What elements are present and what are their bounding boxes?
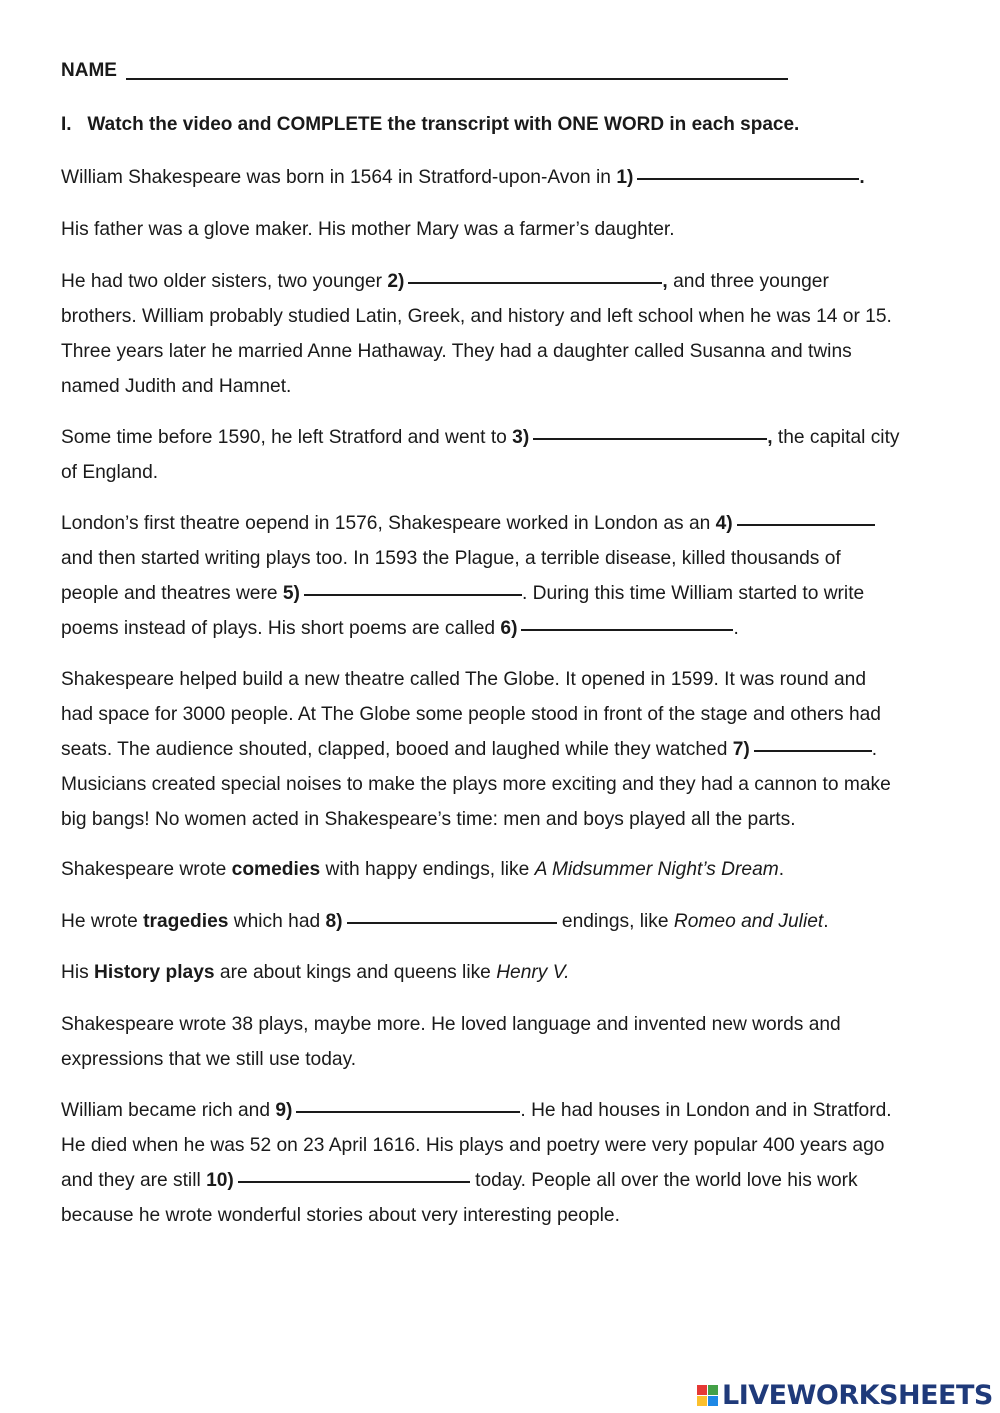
blank-5[interactable] — [304, 576, 522, 596]
p5-line-3-b: . During this time William started to write — [521, 583, 865, 604]
answer-input-8[interactable] — [347, 914, 557, 932]
p6-line-1: Shakespeare helped build a new theatre called The Globe. It opened in 1599. It was round and — [61, 669, 867, 690]
p9-bold-history: History plays — [94, 962, 215, 983]
p3-line-2: brothers. William probably studied Latin, Greek, and history and left school when he was 14 or 15. — [61, 306, 892, 327]
p5-line-3-a: people and theatres were — [61, 583, 283, 604]
p11-line-3-a: and they are still — [61, 1170, 207, 1191]
blank-number-8: 8) — [325, 911, 343, 932]
p1-text: William Shakespeare was born in 1564 in Stratford-upon-Avon in — [61, 167, 617, 188]
logo-square-green — [708, 1385, 718, 1395]
answer-input-3[interactable] — [533, 430, 767, 448]
p2-text: His father was a glove maker. His mother Mary was a farmer’s daughter. — [61, 219, 675, 240]
answer-input-1[interactable] — [637, 170, 859, 188]
p5-line-4-a: poems instead of plays. His short poems are called — [61, 618, 501, 639]
name-label: NAME — [61, 60, 117, 81]
p11-line-3-b: today. People all over the world love his work — [469, 1170, 858, 1191]
paragraph-2 — [61, 212, 941, 247]
logo-square-blue — [708, 1396, 718, 1406]
blank-2[interactable] — [408, 264, 662, 284]
logo-square-yellow — [697, 1396, 707, 1406]
blank-number-4: 4) — [715, 513, 733, 534]
p6-line-3-end: . — [871, 739, 878, 760]
p8-end: . — [823, 911, 829, 932]
blank-number-9: 9) — [275, 1100, 293, 1121]
paragraph-1 — [61, 160, 941, 195]
name-input-blank[interactable] — [126, 60, 788, 80]
logo-text: LIVEWORKSHEETS — [722, 1379, 993, 1411]
paragraph-9 — [61, 955, 941, 990]
p5-line-2: and then started writing plays too. In 1593 the Plague, a terrible disease, killed thousands of — [61, 548, 841, 569]
heading-text: Watch the video and COMPLETE the transcript with ONE WORD in each space. — [87, 114, 800, 135]
p9-text-a: His — [61, 962, 95, 983]
answer-input-9[interactable] — [296, 1103, 520, 1121]
p7-text-a: Shakespeare wrote — [61, 859, 232, 880]
p8-text-a: He wrote — [61, 911, 144, 932]
p7-bold-comedies: comedies — [231, 859, 321, 880]
p10-line-1: Shakespeare wrote 38 plays, maybe more. He loved language and invented new words and — [61, 1014, 841, 1035]
p11-line-1-b: . He had houses in London and in Stratford. — [520, 1100, 892, 1121]
blank-1[interactable] — [637, 160, 859, 180]
p6-line-4: Musicians created special noises to make the plays more exciting and they had a cannon to make — [61, 774, 891, 795]
paragraph-11 — [61, 1093, 941, 1233]
blank-number-5: 5) — [282, 583, 300, 604]
p1-end: . — [859, 167, 865, 188]
answer-input-7[interactable] — [754, 742, 872, 760]
paragraph-6 — [61, 662, 941, 837]
blank-number-3: 3) — [512, 427, 530, 448]
blank-9[interactable] — [296, 1093, 520, 1113]
heading-number: I. — [61, 114, 72, 135]
blank-3[interactable] — [533, 420, 767, 440]
p11-line-4: because he wrote wonderful stories about very interesting people. — [61, 1205, 620, 1226]
exercise-heading — [61, 114, 799, 136]
p3-line-4: named Judith and Hamnet. — [61, 376, 292, 397]
blank-4[interactable] — [737, 506, 875, 526]
answer-input-4[interactable] — [737, 516, 875, 534]
p6-line-5: big bangs! No women acted in Shakespeare’s time: men and boys played all the parts. — [61, 809, 796, 830]
liveworksheets-logo — [697, 1378, 993, 1412]
name-row — [61, 60, 788, 82]
blank-6[interactable] — [521, 611, 733, 631]
p9-italic-title: Henry V. — [496, 962, 570, 983]
p8-italic-title: Romeo and Juliet — [673, 911, 824, 932]
p3-text-b: and three younger — [667, 271, 829, 292]
answer-input-2[interactable] — [408, 274, 662, 292]
paragraph-3 — [61, 264, 941, 404]
p10-line-2: expressions that we still use today. — [61, 1049, 357, 1070]
p7-italic-title: A Midsummer Night’s Dream — [534, 859, 779, 880]
p5-line-4-end: . — [733, 618, 739, 639]
logo-square-red — [697, 1385, 707, 1395]
blank-8[interactable] — [347, 904, 557, 924]
logo-mark-icon — [697, 1385, 718, 1406]
p8-text-b: which had — [228, 911, 326, 932]
answer-input-6[interactable] — [521, 621, 733, 639]
p4-text-a: Some time before 1590, he left Stratford and went to — [61, 427, 513, 448]
p8-text-c: endings, like — [556, 911, 674, 932]
paragraph-8 — [61, 904, 941, 939]
blank-10[interactable] — [238, 1163, 470, 1183]
p3-line-3: Three years later he married Anne Hathaway. They had a daughter called Susanna and twins — [61, 341, 852, 362]
p11-line-2: He died when he was 52 on 23 April 1616. His plays and poetry were very popular 400 years ago — [61, 1135, 885, 1156]
p6-line-2: had space for 3000 people. At The Globe some people stood in front of the stage and others had — [61, 704, 881, 725]
answer-input-10[interactable] — [238, 1173, 470, 1191]
paragraph-7 — [61, 852, 941, 887]
blank-number-6: 6) — [500, 618, 518, 639]
p4-text-b: the capital city — [772, 427, 900, 448]
paragraph-5 — [61, 506, 941, 646]
p4-comma: , — [767, 427, 773, 448]
p8-bold-tragedies: tragedies — [143, 911, 229, 932]
p11-line-1-a: William became rich and — [61, 1100, 276, 1121]
blank-7[interactable] — [754, 732, 872, 752]
blank-number-2: 2) — [387, 271, 405, 292]
p9-text-b: are about kings and queens like — [214, 962, 497, 983]
p7-end: . — [778, 859, 785, 880]
name-input[interactable] — [126, 63, 788, 81]
paragraph-4 — [61, 420, 941, 490]
p6-line-3-a: seats. The audience shouted, clapped, booed and laughed while they watched — [61, 739, 733, 760]
p5-text-a: London’s first theatre oepend in 1576, Shakespeare worked in London as an — [61, 513, 716, 534]
p3-text-a: He had two older sisters, two younger — [61, 271, 388, 292]
blank-number-1: 1) — [616, 167, 634, 188]
paragraph-10 — [61, 1007, 941, 1077]
p4-line-2: of England. — [61, 462, 159, 483]
answer-input-5[interactable] — [304, 586, 522, 604]
blank-number-7: 7) — [732, 739, 750, 760]
blank-number-10: 10) — [206, 1170, 234, 1191]
p7-text-b: with happy endings, like — [320, 859, 535, 880]
p3-comma: , — [662, 271, 668, 292]
